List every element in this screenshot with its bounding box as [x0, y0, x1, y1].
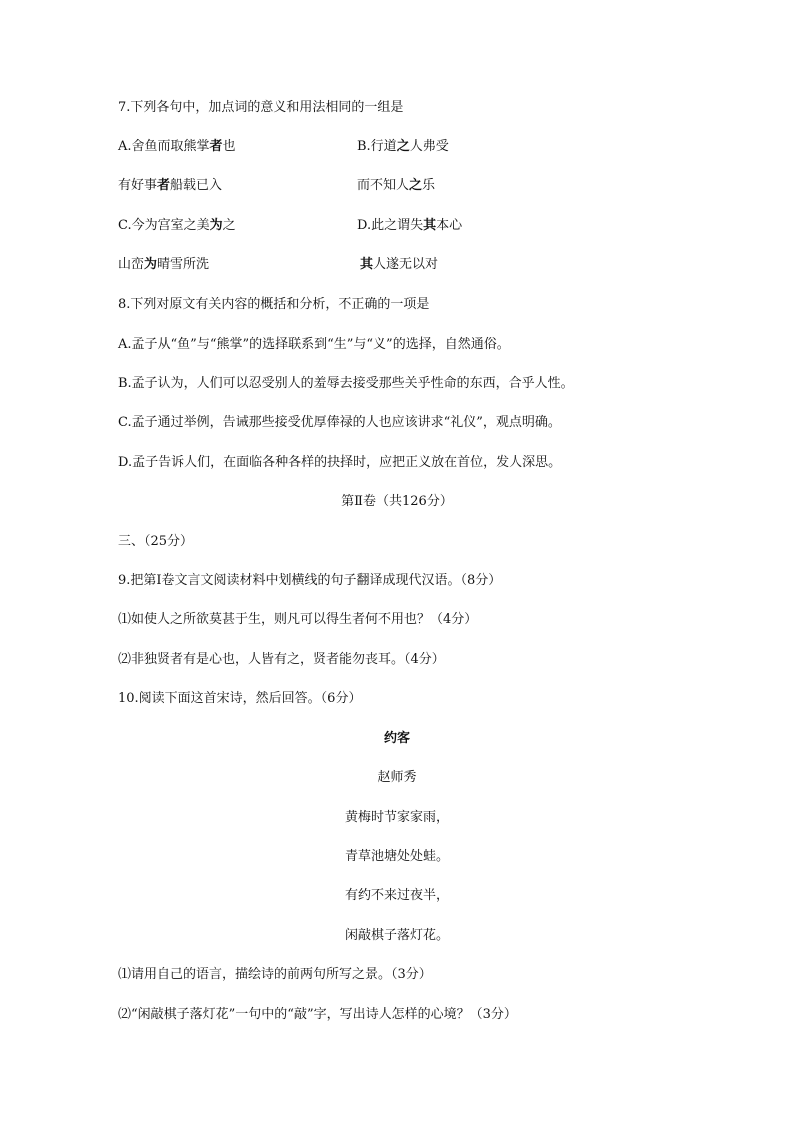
q7-c-post: 之 [222, 218, 236, 233]
section-3-heading: 三、（25分） [118, 534, 194, 549]
q7-d2-post: 人遂无以对 [373, 257, 439, 272]
q7-option-d-line2 [360, 256, 438, 274]
q7-d-pre: D.此之谓失 [357, 218, 424, 233]
q10-sub-question-1: ⑴请用自己的语言，描绘诗的前两句所写之景。（3分） [118, 967, 432, 982]
q7-b2-dotted-word: 之 [409, 178, 423, 193]
q7-option-a-line2 [118, 177, 222, 195]
q7-d-post: 本心 [436, 218, 463, 233]
q9-sentence-1: ⑴如使人之所欲莫甚于生，则凡可以得生者何不用也？（4分） [118, 612, 478, 627]
q7-option-b-line2 [357, 177, 435, 195]
q7-a-dotted-word: 者 [209, 139, 223, 154]
poem-line-4: 闲敲棋子落灯花。 [344, 928, 449, 943]
question-8-stem: 8.下列对原文有关内容的概括和分析，不正确的一项是 [118, 297, 430, 312]
q7-c2-pre: 山峦 [118, 257, 145, 272]
poem-line-3: 有约不来过夜半， [344, 888, 449, 903]
q7-a-pre: A.舍鱼而取熊掌 [118, 139, 210, 154]
q7-d2-dotted-word: 其 [360, 257, 374, 272]
poem-author: 赵师秀 [377, 770, 417, 785]
q7-a-post: 也 [222, 139, 236, 154]
q7-b-pre: B.行道 [357, 139, 397, 154]
q7-option-b-line1 [357, 138, 449, 156]
question-10-stem: 10.阅读下面这首宋诗，然后回答。（6分） [118, 691, 362, 706]
volume-2-heading: 第Ⅱ卷（共126分） [341, 494, 453, 509]
q7-c-pre: C.今为宫室之美 [118, 218, 210, 233]
q7-b-post: 人弗受 [409, 139, 449, 154]
q7-b2-post: 乐 [422, 178, 436, 193]
q8-option-d: D.孟子告诉人们，在面临各种各样的抉择时，应把正义放在首位，发人深思。 [118, 455, 562, 470]
q7-d-dotted-word: 其 [423, 218, 437, 233]
q8-option-a: A.孟子从“鱼”与“熊掌”的选择联系到“生”与“义”的选择，自然通俗。 [118, 337, 510, 352]
poem-line-1: 黄梅时节家家雨， [344, 810, 449, 825]
q7-option-d-line1 [357, 217, 462, 235]
q7-c-dotted-word: 为 [209, 218, 223, 233]
q10-sub-question-2: ⑵“闲敲棋子落灯花”一句中的“敲”字，写出诗人怎样的心境？（3分） [118, 1007, 517, 1022]
q7-a2-dotted-word: 者 [157, 178, 171, 193]
question-9-stem: 9.把第Ⅰ卷文言文阅读材料中划横线的句子翻译成现代汉语。（8分） [118, 573, 502, 588]
q9-sentence-2: ⑵非独贤者有是心也，人皆有之，贤者能勿丧耳。（4分） [118, 652, 445, 667]
q7-b2-pre: 而不知人 [357, 178, 410, 193]
q7-option-c-line2 [118, 256, 209, 274]
q7-b-dotted-word: 之 [396, 139, 410, 154]
poem-line-2: 青草池塘处处蛙。 [344, 849, 449, 864]
q7-a2-pre: 有好事 [118, 178, 158, 193]
question-7-stem: 7.下列各句中，加点词的意义和用法相同的一组是 [118, 100, 404, 115]
q7-c2-dotted-word: 为 [144, 257, 158, 272]
q7-option-c-line1 [118, 217, 236, 235]
q8-option-b: B.孟子认为，人们可以忍受别人的羞辱去接受那些关乎性命的东西，合乎人性。 [118, 376, 574, 391]
q7-a2-post: 船载已入 [170, 178, 223, 193]
q7-option-a-line1 [118, 138, 236, 156]
q8-option-c: C.孟子通过举例，告诫那些接受优厚俸禄的人也应该讲求“礼仪”，观点明确。 [118, 415, 561, 430]
poem-title: 约客 [383, 731, 410, 746]
q7-c2-post: 晴雪所洗 [157, 257, 210, 272]
